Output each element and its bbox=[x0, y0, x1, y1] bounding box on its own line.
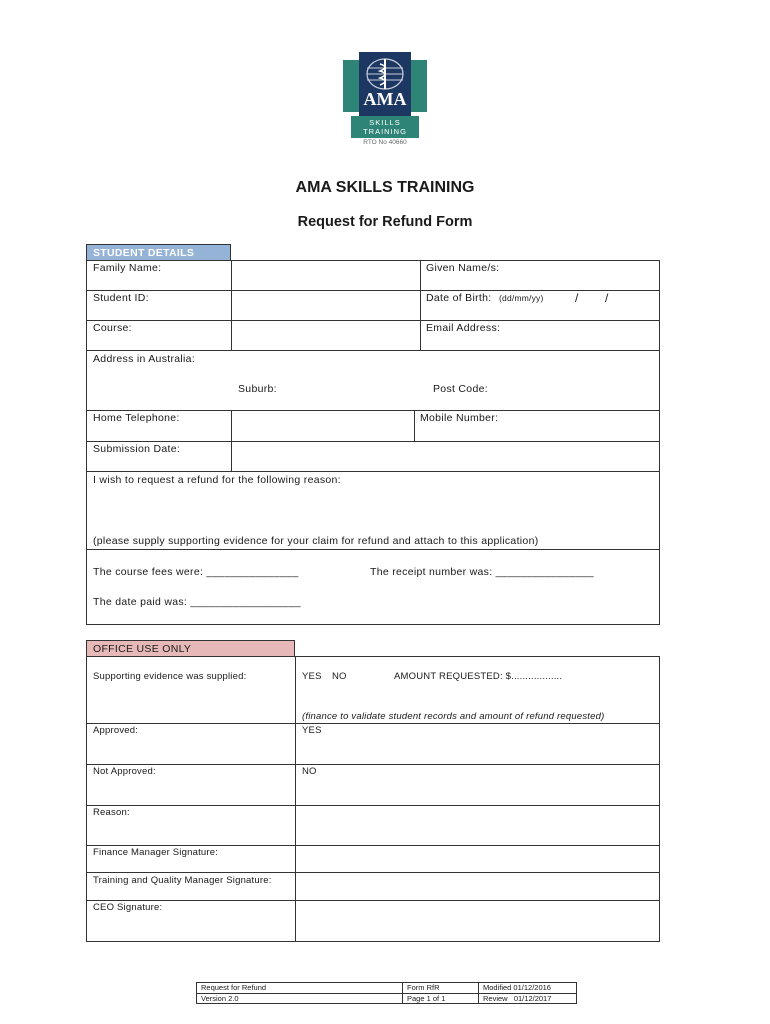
approved-yes-option[interactable]: YES bbox=[302, 725, 322, 736]
footer-doc-name: Request for Refund bbox=[201, 983, 267, 992]
given-names-label: Given Name/s: bbox=[426, 262, 500, 274]
evidence-yes-option[interactable]: YES bbox=[302, 671, 322, 682]
address-label: Address in Australia: bbox=[93, 353, 196, 365]
col-divider bbox=[295, 656, 296, 942]
suburb-label: Suburb: bbox=[238, 383, 277, 395]
not-approved-no-option[interactable]: NO bbox=[302, 766, 317, 777]
mobile-number-field[interactable] bbox=[510, 411, 659, 440]
course-field[interactable] bbox=[232, 321, 419, 349]
ama-logo bbox=[343, 52, 427, 148]
col-divider bbox=[414, 410, 415, 441]
submission-date-label: Submission Date: bbox=[93, 443, 181, 455]
logo-rto-number: RTO No 40660 bbox=[363, 139, 407, 146]
tqm-signature-field[interactable] bbox=[296, 873, 659, 899]
email-label: Email Address: bbox=[426, 322, 501, 334]
given-names-field[interactable] bbox=[520, 261, 659, 289]
student-id-field[interactable] bbox=[232, 291, 419, 319]
receipt-number-line[interactable]: The receipt number was: ________________ bbox=[370, 566, 594, 578]
finance-note: (finance to validate student records and amount of refund requested) bbox=[302, 711, 605, 722]
refund-reason-field[interactable] bbox=[87, 488, 659, 534]
family-name-field[interactable] bbox=[232, 261, 419, 289]
dob-slash-1: / bbox=[575, 291, 579, 305]
evidence-note: (please supply supporting evidence for your claim for refund and attach to this application) bbox=[93, 535, 539, 547]
finance-manager-signature-field[interactable] bbox=[296, 846, 659, 871]
logo-subtitle-skills: SKILLS bbox=[369, 118, 401, 127]
amount-requested[interactable]: AMOUNT REQUESTED: $.................. bbox=[394, 671, 563, 682]
row-divider bbox=[86, 723, 660, 724]
footer-page-number: Page 1 of 1 bbox=[407, 994, 446, 1003]
refund-reason-prompt: I wish to request a refund for the following reason: bbox=[93, 474, 341, 486]
row-divider bbox=[86, 764, 660, 765]
office-use-heading bbox=[86, 640, 295, 657]
post-code-label: Post Code: bbox=[433, 383, 488, 395]
footer-col-divider bbox=[478, 982, 479, 1004]
student-id-label: Student ID: bbox=[93, 292, 149, 304]
submission-date-field[interactable] bbox=[232, 442, 659, 470]
course-label: Course: bbox=[93, 322, 132, 334]
footer-version: Version 2.0 bbox=[201, 994, 239, 1003]
student-details-heading bbox=[86, 244, 231, 261]
dob-slash-2: / bbox=[605, 291, 609, 305]
home-telephone-label: Home Telephone: bbox=[93, 412, 180, 424]
student-details-heading-text: STUDENT DETAILS bbox=[93, 247, 195, 259]
form-title: Request for Refund Form bbox=[297, 214, 473, 230]
office-use-heading-text: OFFICE USE ONLY bbox=[93, 643, 192, 655]
footer-review-date: Review 01/12/2017 bbox=[483, 994, 552, 1003]
family-name-label: Family Name: bbox=[93, 262, 162, 274]
not-approved-label: Not Approved: bbox=[93, 766, 156, 777]
email-field[interactable] bbox=[505, 321, 659, 349]
approved-label: Approved: bbox=[93, 725, 139, 736]
row-divider bbox=[86, 471, 660, 472]
reason-field[interactable] bbox=[296, 806, 659, 844]
org-title: AMA SKILLS TRAINING bbox=[295, 179, 475, 196]
ceo-signature-field[interactable] bbox=[296, 901, 659, 941]
footer-form-code: Form RfR bbox=[407, 983, 440, 992]
footer-col-divider bbox=[402, 982, 403, 1004]
footer-modified-date: Modified 01/12/2016 bbox=[483, 983, 551, 992]
reason-label: Reason: bbox=[93, 807, 130, 818]
evidence-no-option[interactable]: NO bbox=[332, 671, 347, 682]
course-fees-line[interactable]: The course fees were: _______________ bbox=[93, 566, 299, 578]
home-telephone-field[interactable] bbox=[232, 411, 413, 440]
row-divider bbox=[86, 549, 660, 550]
logo-brand: AMA bbox=[363, 89, 407, 109]
tqm-signature-label: Training and Quality Manager Signature: bbox=[93, 875, 272, 886]
finance-manager-signature-label: Finance Manager Signature: bbox=[93, 847, 219, 858]
ceo-signature-label: CEO Signature: bbox=[93, 902, 163, 913]
logo-subtitle-training: TRAINING bbox=[363, 127, 407, 136]
address-field[interactable] bbox=[232, 351, 659, 409]
mobile-number-label: Mobile Number: bbox=[420, 412, 499, 424]
date-paid-line[interactable]: The date paid was: __________________ bbox=[93, 596, 301, 608]
dob-format-hint: (dd/mm/yy) bbox=[499, 293, 544, 303]
evidence-supplied-label: Supporting evidence was supplied: bbox=[93, 671, 247, 682]
dob-label: Date of Birth: bbox=[426, 292, 492, 304]
col-divider bbox=[420, 260, 421, 350]
